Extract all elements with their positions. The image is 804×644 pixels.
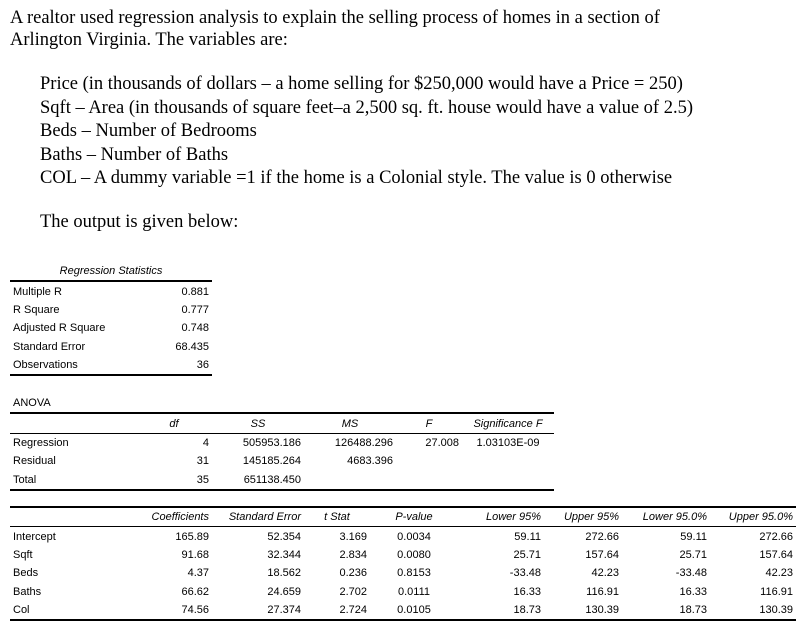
anova-df: 4 [202, 436, 209, 449]
coef-cell: 0.0034 [397, 530, 431, 543]
coef-cell: 116.91 [586, 585, 619, 598]
stat-value: 68.435 [175, 340, 209, 353]
coef-cell: 59.11 [680, 530, 707, 543]
coef-cell: 18.73 [458, 601, 544, 620]
table-row [10, 281, 212, 300]
anova-f: 27.008 [425, 436, 459, 449]
anova-header-df: df [136, 413, 212, 433]
coef-row-label: Col [10, 601, 136, 620]
coef-cell: 16.33 [513, 585, 541, 598]
anova-ss: 145185.264 [242, 455, 301, 468]
coef-cell: 2.834 [339, 548, 367, 561]
coef-cell: -33.48 [675, 567, 707, 580]
coef-cell: 2.724 [304, 601, 370, 620]
coef-cell: 0.0105 [370, 601, 458, 620]
variable-col: COL – A dummy variable =1 if the home is a Colonial style. The value is 0 otherwise [40, 168, 673, 188]
coef-cell: 25.71 [513, 548, 541, 561]
coef-cell: 116.91 [760, 585, 793, 598]
coef-cell: 42.23 [765, 567, 793, 580]
anova-header-ms: MS [304, 413, 396, 433]
coef-cell: 0.8153 [397, 567, 431, 580]
coef-cell: 0.0111 [397, 585, 430, 598]
stat-value: 0.777 [181, 303, 209, 316]
variable-beds: Beds – Number of Bedrooms [40, 121, 257, 141]
stat-value: 0.748 [181, 322, 209, 335]
stat-label: R Square [13, 303, 60, 316]
coef-cell: 4.37 [187, 567, 209, 580]
anova-row-label: Residual [13, 455, 56, 468]
table-row [10, 338, 212, 356]
coef-row-label: Intercept [13, 530, 56, 543]
coef-row-label: Beds [13, 567, 39, 580]
anova-row-label: Regression [13, 436, 69, 449]
coef-cell: 18.562 [267, 567, 301, 580]
anova-title: ANOVA [13, 397, 51, 410]
stat-label: Multiple R [13, 285, 62, 298]
coef-cell: 272.66 [585, 530, 619, 543]
table-row [10, 356, 212, 375]
stat-value: 0.881 [181, 285, 209, 298]
coef-cell: 91.68 [181, 548, 209, 561]
table-row [10, 583, 796, 601]
anova-significance: 1.03103E-09 [476, 436, 540, 449]
coef-row-label: Baths [13, 585, 42, 598]
coef-cell: 52.354 [267, 530, 301, 543]
stat-value: 36 [136, 356, 212, 375]
coef-cell: 59.11 [514, 530, 541, 543]
variable-list [40, 73, 800, 191]
stat-label: Adjusted R Square [13, 322, 106, 335]
coef-cell: 0.236 [339, 567, 367, 580]
table-row [10, 452, 554, 470]
table-row [10, 301, 212, 319]
table-row [10, 546, 796, 564]
coef-cell: 32.344 [267, 548, 301, 561]
anova-df: 35 [136, 471, 212, 490]
coef-cell: 157.64 [759, 548, 793, 561]
coef-header: Upper 95.0% [710, 507, 796, 527]
anova-header-significance: Significance F [462, 413, 554, 433]
coef-cell: 27.374 [212, 601, 304, 620]
intro-paragraph [10, 7, 790, 51]
anova-ss: 651138.450 [212, 471, 304, 490]
variable-baths: Baths – Number of Baths [40, 144, 229, 165]
table-row [10, 319, 212, 337]
variable-price: Price (in thousands of dollars – a home selling for $250,000 would have a Price = 250) [40, 74, 683, 94]
table-row [10, 471, 554, 490]
coef-cell: 130.39 [710, 601, 796, 620]
intro-line-1: A realtor used regression analysis to explain the selling process of homes in a section of [10, 8, 660, 28]
coef-header: Lower 95% [458, 507, 544, 527]
coef-cell: 272.66 [759, 530, 793, 543]
stat-label: Standard Error [13, 340, 86, 353]
table-row [10, 564, 796, 582]
coef-header: t Stat [304, 507, 370, 527]
coef-cell: 42.23 [591, 567, 619, 580]
coef-cell: 25.71 [679, 548, 707, 561]
intro-line-2: Arlington Virginia. The variables are: [10, 30, 288, 50]
coef-cell: 74.56 [136, 601, 212, 620]
anova-df: 31 [196, 455, 209, 468]
coef-cell: 157.64 [585, 548, 619, 561]
coef-cell: 165.89 [175, 530, 209, 543]
coef-cell: -33.48 [509, 567, 541, 580]
stat-label: Observations [10, 356, 136, 375]
anova-ms: 126488.296 [334, 436, 393, 449]
table-row [10, 433, 554, 452]
coef-header: Lower 95.0% [622, 507, 710, 527]
variable-sqft: Sqft – Area (in thousands of square feet–a 2,500 sq. ft. house would have a value of 2.5) [40, 97, 693, 118]
coefficients-table [10, 506, 796, 621]
coef-cell: 16.33 [679, 585, 707, 598]
anova-ss: 505953.186 [242, 436, 301, 449]
table-row [10, 527, 796, 546]
anova-ms: 4683.396 [347, 455, 393, 468]
coef-cell: 3.169 [339, 530, 367, 543]
coef-header: Standard Error [212, 507, 304, 527]
coef-cell: 130.39 [544, 601, 622, 620]
coef-header: P-value [370, 507, 458, 527]
regression-statistics-table [10, 262, 212, 376]
coef-row-label: Sqft [13, 548, 33, 561]
coef-header: Coefficients [136, 507, 212, 527]
output-note: The output is given below: [40, 212, 239, 232]
anova-row-label: Total [10, 471, 136, 490]
coef-cell: 24.659 [267, 585, 301, 598]
table-row [10, 601, 796, 620]
anova-header-ss: SS [212, 413, 304, 433]
coef-cell: 18.73 [622, 601, 710, 620]
anova-table [10, 394, 554, 491]
coef-header: Upper 95% [544, 507, 622, 527]
regression-statistics-title: Regression Statistics [10, 262, 212, 281]
coef-cell: 0.0080 [397, 548, 431, 561]
anova-header-f: F [396, 413, 462, 433]
coef-cell: 66.62 [181, 585, 209, 598]
coef-cell: 2.702 [339, 585, 367, 598]
